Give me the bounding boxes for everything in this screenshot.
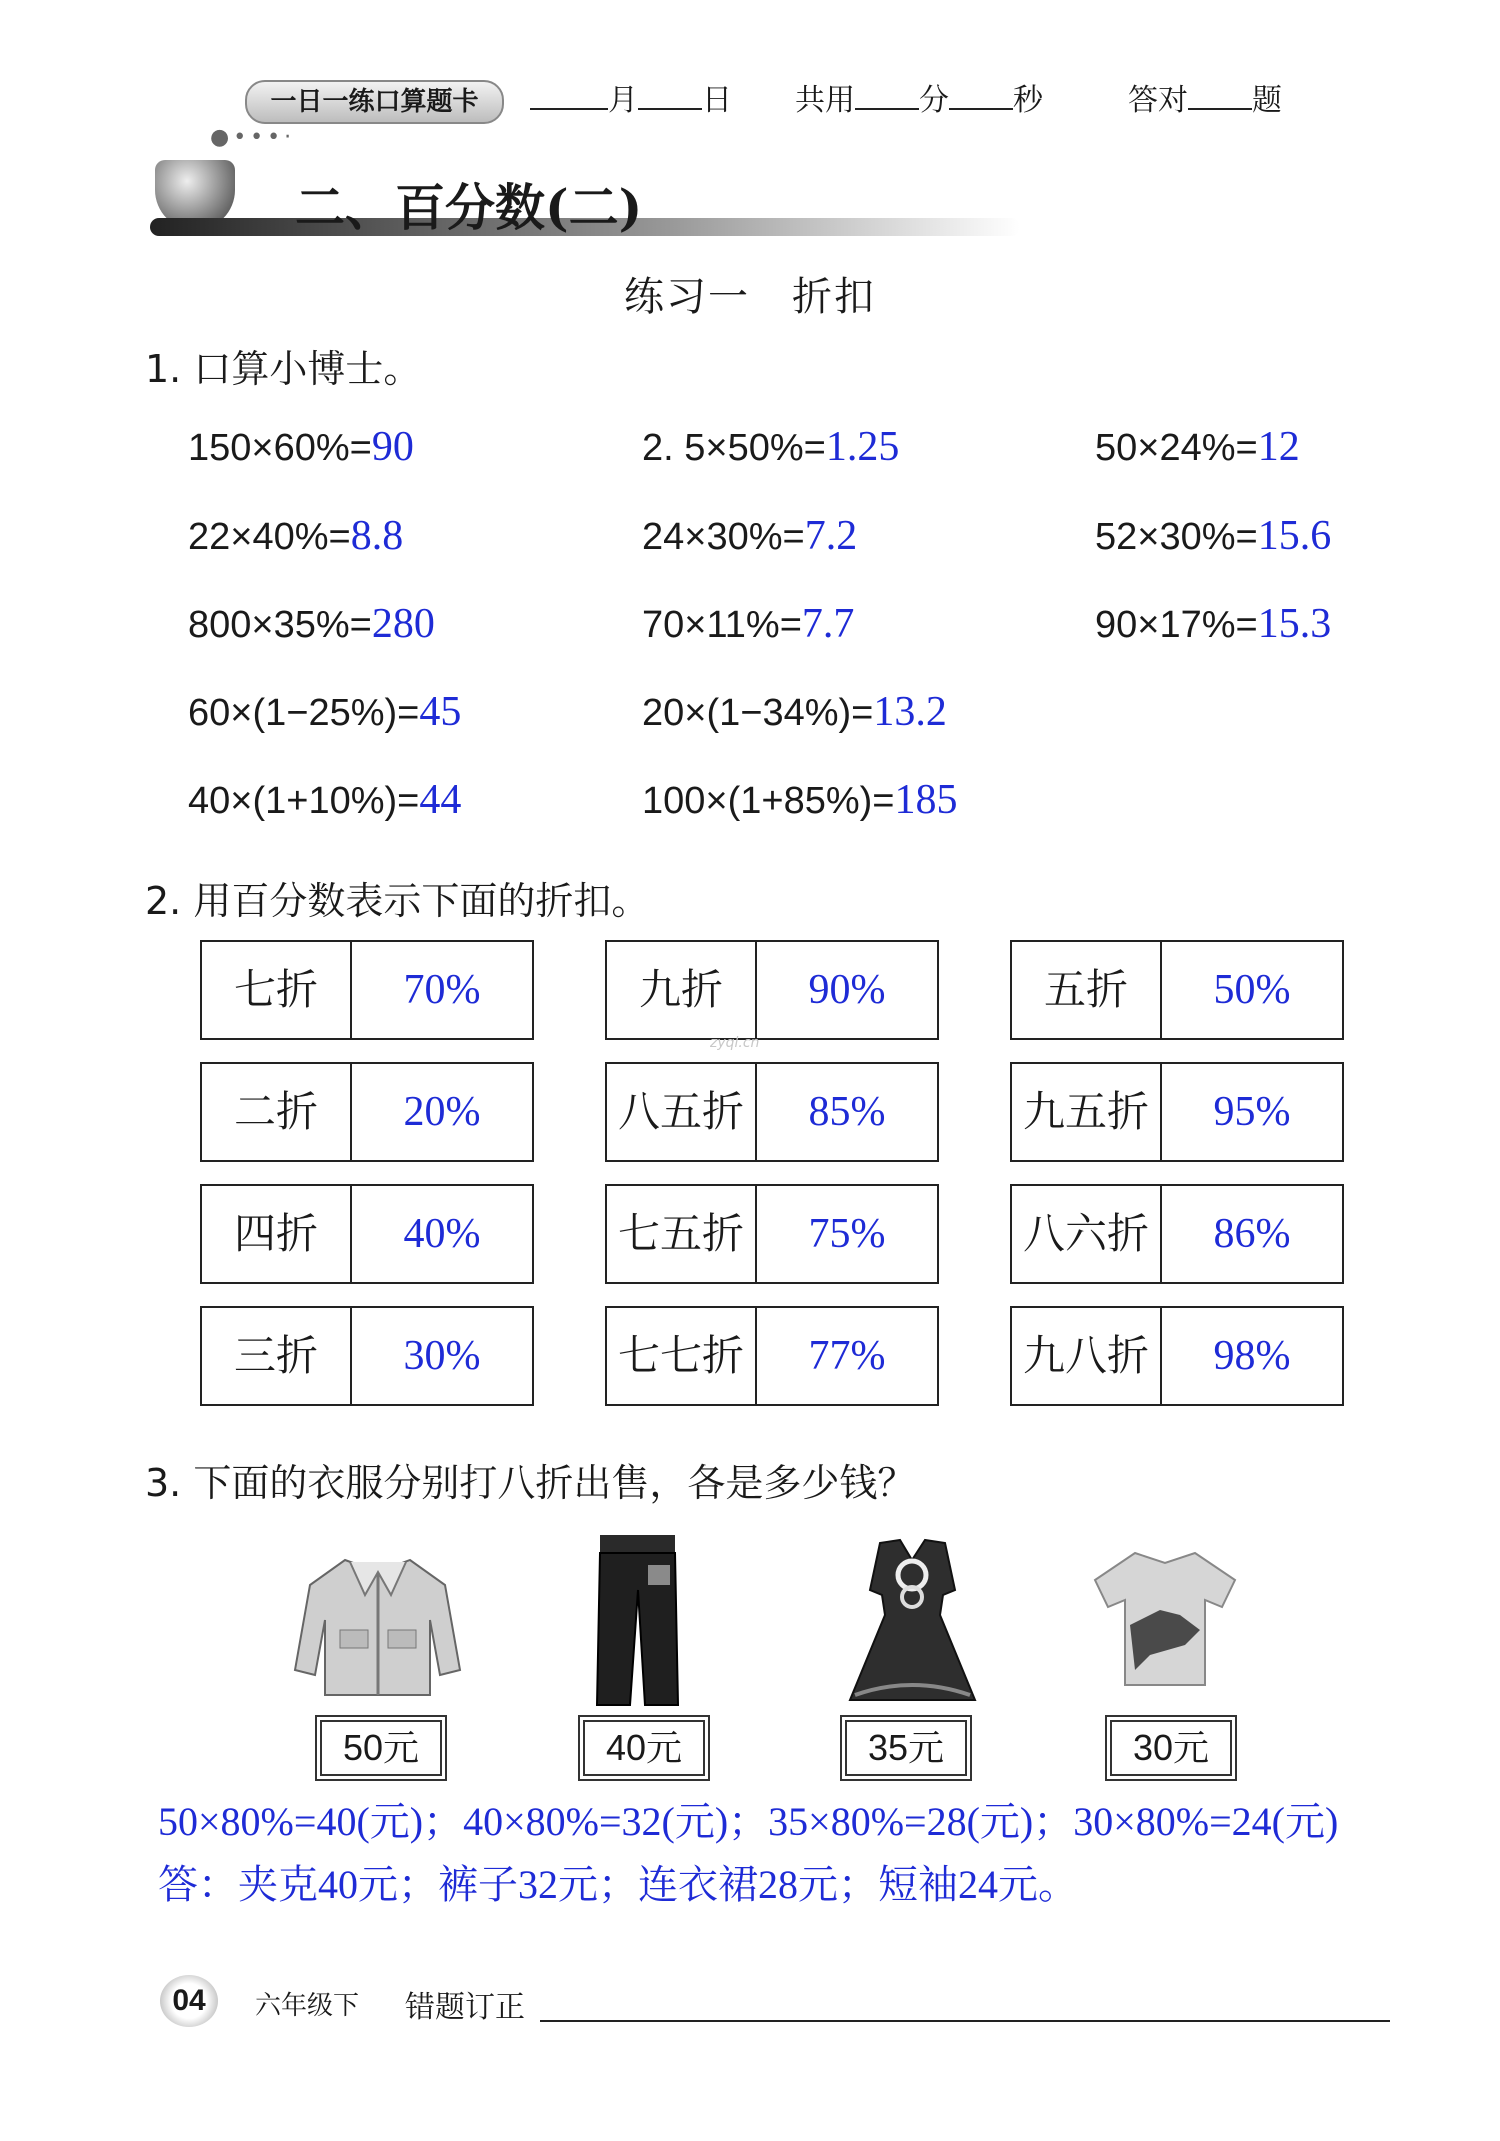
month-blank xyxy=(530,80,608,110)
calc-item: 40×(1+10%)=44 xyxy=(188,777,462,823)
discount-table xyxy=(605,1306,939,1406)
discount-label: 九折 xyxy=(607,942,757,1038)
q1-title: 1. 口算小博士。 xyxy=(145,347,422,391)
discount-table xyxy=(605,1184,939,1284)
calc-answer: 7.2 xyxy=(804,513,858,559)
pants-icon xyxy=(590,1530,685,1710)
tshirt-icon xyxy=(1090,1545,1240,1690)
date-field xyxy=(530,80,732,121)
discount-label: 七七折 xyxy=(607,1308,757,1404)
questions-label: 题 xyxy=(1252,83,1282,118)
calc-answer: 44 xyxy=(419,777,462,823)
minutes-blank xyxy=(855,80,919,110)
discount-label: 五折 xyxy=(1012,942,1162,1038)
seconds-blank xyxy=(949,80,1013,110)
price-tag: 40元 xyxy=(583,1720,705,1776)
discount-answer: 50% xyxy=(1213,967,1291,1013)
calc-item: 24×30%=7.2 xyxy=(642,513,858,559)
discount-label: 七折 xyxy=(202,942,352,1038)
calc-item: 2. 5×50%=1.25 xyxy=(642,424,900,470)
month-label: 月 xyxy=(608,83,638,118)
discount-label: 八五折 xyxy=(607,1064,757,1160)
dress-icon xyxy=(845,1535,980,1710)
watermark: zyql.cn xyxy=(710,1035,760,1051)
discount-table xyxy=(1010,1184,1344,1284)
correct-blank xyxy=(1188,80,1252,110)
calc-answer: 8.8 xyxy=(350,513,404,559)
discount-table xyxy=(1010,940,1344,1040)
price-tag: 50元 xyxy=(320,1720,442,1776)
discount-label: 九八折 xyxy=(1012,1308,1162,1404)
calc-answer: 90 xyxy=(371,424,414,470)
score-field xyxy=(1128,80,1282,121)
calc-item: 20×(1−34%)=13.2 xyxy=(642,689,947,735)
calc-answer: 15.3 xyxy=(1257,601,1332,647)
day-blank xyxy=(638,80,702,110)
grade-label: 六年级下 xyxy=(255,1991,360,2021)
discount-table xyxy=(1010,1306,1344,1406)
seconds-label: 秒 xyxy=(1013,83,1043,118)
calc-item: 52×30%=15.6 xyxy=(1095,513,1332,559)
calc-item: 800×35%=280 xyxy=(188,601,435,647)
discount-label: 九五折 xyxy=(1012,1064,1162,1160)
discount-label: 七五折 xyxy=(607,1186,757,1282)
section-title: 二、百分数(二) xyxy=(295,178,643,237)
time-field xyxy=(795,80,1043,121)
calc-item: 90×17%=15.3 xyxy=(1095,601,1332,647)
decor-dots: ●•••· xyxy=(210,125,296,150)
discount-table xyxy=(200,1062,534,1162)
discount-label: 二折 xyxy=(202,1064,352,1160)
discount-label: 三折 xyxy=(202,1308,352,1404)
calc-item: 70×11%=7.7 xyxy=(642,601,855,647)
calc-answer: 280 xyxy=(371,601,435,647)
discount-label: 四折 xyxy=(202,1186,352,1282)
discount-table xyxy=(605,940,939,1040)
correct-label: 答对 xyxy=(1128,83,1188,118)
day-label: 日 xyxy=(702,83,732,118)
discount-table xyxy=(200,1184,534,1284)
calc-answer: 15.6 xyxy=(1257,513,1332,559)
calc-item: 22×40%=8.8 xyxy=(188,513,404,559)
discount-answer: 86% xyxy=(1213,1211,1291,1257)
discount-answer: 40% xyxy=(403,1211,481,1257)
minutes-label: 分 xyxy=(919,83,949,118)
used-label: 共用 xyxy=(795,83,855,118)
discount-answer: 95% xyxy=(1213,1089,1291,1135)
discount-answer: 98% xyxy=(1213,1333,1291,1379)
discount-answer: 30% xyxy=(403,1333,481,1379)
calc-answer: 185 xyxy=(894,777,958,823)
discount-table xyxy=(605,1062,939,1162)
q3-solution: 50×80%=40(元)；40×80%=32(元)；35×80%=28(元)；30×80%=24(元) xyxy=(158,1799,1339,1844)
correction-label: 错题订正 xyxy=(405,1990,525,2025)
calc-item: 60×(1−25%)=45 xyxy=(188,689,462,735)
calc-item: 100×(1+85%)=185 xyxy=(642,777,958,823)
discount-label: 八六折 xyxy=(1012,1186,1162,1282)
exercise-title: 练习一 折扣 xyxy=(624,274,876,320)
calc-answer: 13.2 xyxy=(873,689,947,735)
correction-line xyxy=(540,2020,1390,2022)
card-label: 一日一练口算题卡 xyxy=(245,80,504,124)
discount-table xyxy=(200,940,534,1040)
calc-item: 50×24%=12 xyxy=(1095,424,1300,470)
discount-answer: 85% xyxy=(808,1089,886,1135)
calc-answer: 1.25 xyxy=(825,424,900,470)
discount-table xyxy=(1010,1062,1344,1162)
q3-title: 3. 下面的衣服分别打八折出售，各是多少钱？ xyxy=(145,1461,916,1505)
q2-title: 2. 用百分数表示下面的折扣。 xyxy=(145,879,650,923)
discount-answer: 20% xyxy=(403,1089,481,1135)
discount-answer: 90% xyxy=(808,967,886,1013)
price-tag: 35元 xyxy=(845,1720,967,1776)
calc-item: 150×60%=90 xyxy=(188,424,414,470)
discount-answer: 75% xyxy=(808,1211,886,1257)
discount-answer: 77% xyxy=(808,1333,886,1379)
q3-answer: 答：夹克40元；裤子32元；连衣裙28元；短袖24元。 xyxy=(158,1862,1078,1907)
calc-answer: 12 xyxy=(1257,424,1300,470)
price-tag: 30元 xyxy=(1110,1720,1232,1776)
discount-table xyxy=(200,1306,534,1406)
jacket-icon xyxy=(290,1550,465,1700)
page-number: 04 xyxy=(160,1975,218,2027)
calc-answer: 45 xyxy=(419,689,462,735)
discount-answer: 70% xyxy=(403,967,481,1013)
calc-answer: 7.7 xyxy=(801,601,855,647)
